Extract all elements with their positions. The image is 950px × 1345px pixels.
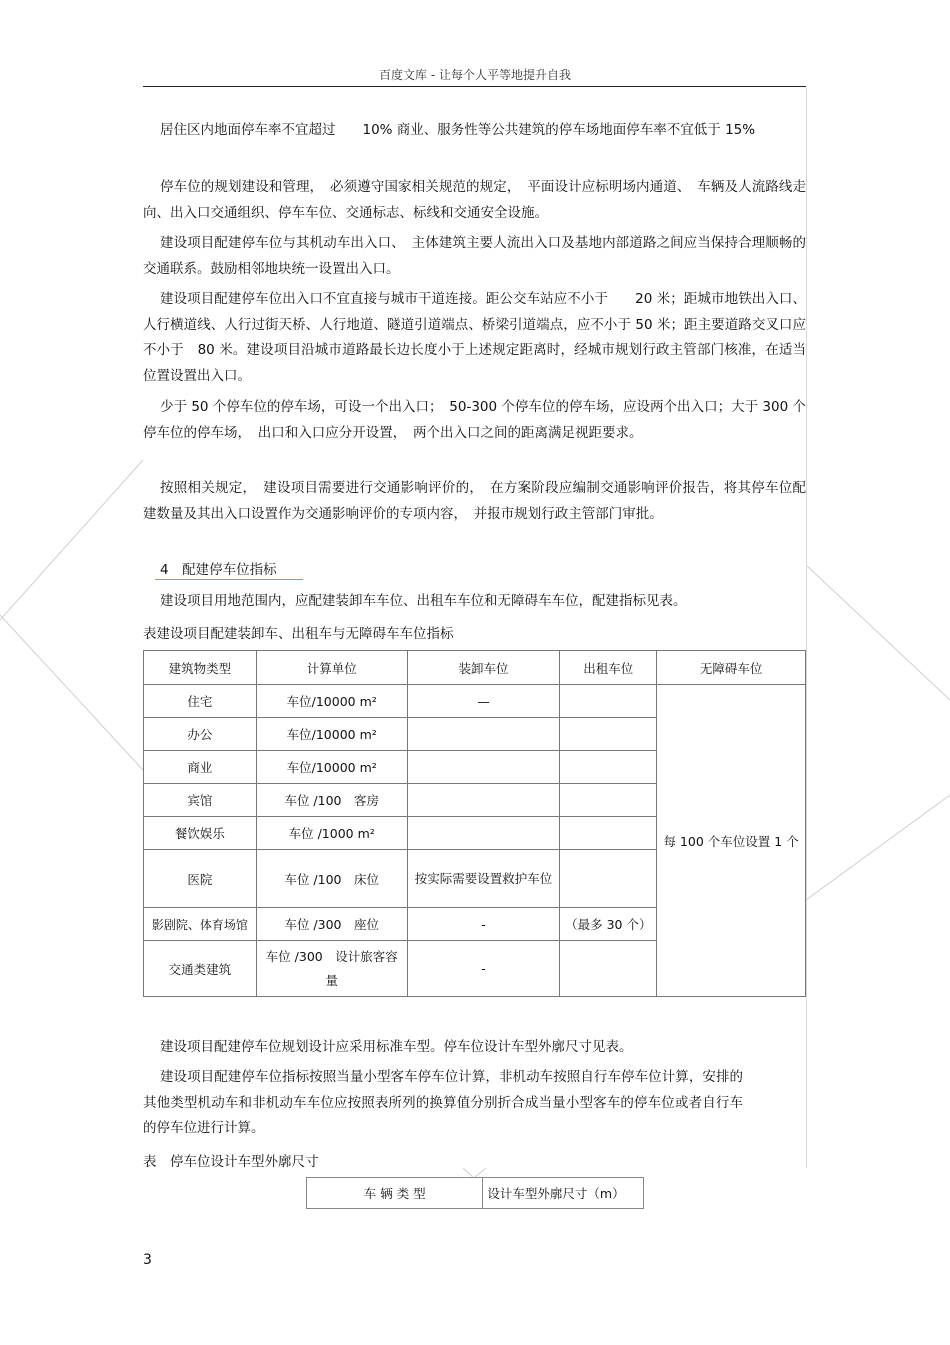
header-rule [143,86,806,87]
table-row [144,685,806,718]
table-header-row [144,651,806,685]
cell-loading: 按实际需要设置救护车位 [407,850,560,908]
header-vehicle-type: 车 辆 类 型 [307,1178,483,1209]
section-heading: 4 配建停车位指标 [160,562,277,578]
cell-type: 交通类建筑 [144,941,257,997]
parking-index-table [143,650,806,997]
cell-taxi [560,784,657,817]
header-loading: 装卸车位 [407,651,560,685]
page-header: 百度文库 - 让每个人平等地提升自我 [379,68,571,82]
cell-loading: - [407,941,560,997]
cell-loading: — [407,685,560,718]
margin-line [806,88,807,1168]
cell-loading [407,751,560,784]
cell-loading: - [407,908,560,941]
table1-caption: 表建设项目配建装卸车、出租车与无障碍车车位指标 [143,626,454,642]
vehicle-dimension-table [306,1177,644,1209]
paragraph-after-heading: 建设项目用地范围内，应配建装卸车车位、出租车车位和无障碍车车位，配建指标见表。 [160,593,687,609]
cell-type: 办公 [144,718,257,751]
cell-taxi [560,751,657,784]
cell-loading [407,817,560,850]
cell-taxi [560,817,657,850]
cell-loading [407,718,560,751]
table2-caption: 表 停车位设计车型外廓尺寸 [143,1154,319,1170]
paragraph-6: 按照相关规定， 建设项目需要进行交通影响评价的， 在方案阶段应编制交通影响评价报告，将其停车位配建数量及其出入口设置作为交通影响评价的专项内容， 并报市规划行政主管部门审批。 [143,480,806,522]
cell-unit: 车位 /100 客房 [256,784,407,817]
header-accessible: 无障碍车位 [657,651,806,685]
cell-unit: 车位 /100 床位 [256,850,407,908]
header-unit: 计算单位 [256,651,407,685]
header-taxi: 出租车位 [560,651,657,685]
cell-type: 商业 [144,751,257,784]
cell-unit: 车位 /300 座位 [256,908,407,941]
paragraph-5: 少于 50 个停车位的停车场，可设一个出入口； 50-300 个停车位的停车场，应设两个出入口；大于 300 个停车位的停车场， 出口和入口应分开设置， 两个出入口之间的距离满足视距要求。 [143,399,806,441]
paragraph-after-table-2: 建设项目配建停车位指标按照当量小型客车停车位计算，非机动车按照自行车停车位计算，安排的其他类型机动车和非机动车车位应按照表所列的换算值分别折合成当量小型客车的停车位或者自行车的停车位进行计算。 [143,1069,743,1136]
cell-type: 宾馆 [144,784,257,817]
cell-unit: 车位 /300 设计旅客容量 [256,941,407,997]
cell-taxi [560,718,657,751]
cell-taxi [560,850,657,908]
cell-unit: 车位/10000 m² [256,751,407,784]
cell-accessible-merged: 每 100 个车位设置 1 个 [657,685,806,997]
header-dimensions: 设计车型外廓尺寸（m） [483,1178,644,1209]
cell-taxi [560,941,657,997]
header-building-type: 建筑物类型 [144,651,257,685]
cell-unit: 车位/10000 m² [256,685,407,718]
page-number: 3 [143,1252,152,1268]
cell-unit: 车位 /1000 m² [256,817,407,850]
table-header-row [307,1178,644,1209]
cell-type: 影剧院、体育场馆 [144,908,257,941]
cell-loading [407,784,560,817]
cell-taxi: （最多 30 个） [560,908,657,941]
cell-type: 餐饮娱乐 [144,817,257,850]
cell-unit: 车位/10000 m² [256,718,407,751]
paragraph-2: 停车位的规划建设和管理， 必须遵守国家相关规范的规定， 平面设计应标明场内通道、 车辆及人流路线走向、出入口交通组织、停车车位、交通标志、标线和交通安全设施。 [143,179,806,221]
cell-taxi [560,685,657,718]
paragraph-3: 建设项目配建停车位与其机动车出入口、 主体建筑主要人流出入口及基地内部道路之间应当保持合理顺畅的交通联系。鼓励相邻地块统一设置出入口。 [143,235,806,277]
heading-underline [155,579,303,580]
paragraph-4: 建设项目配建停车位出入口不宜直接与城市干道连接。距公交车站应不小于 20 米；距城市地铁出入口、人行横道线、人行过街天桥、人行地道、隧道引道端点、桥梁引道端点，应不小于 50 米；距主要道路交叉口应不小于 80 米。建设项目沿城市道路最长边长度小于上述规定距离时，经城市规划行政主管部门核准，在适当位置设置出入口。 [143,291,806,384]
paragraph-1: 居住区内地面停车率不宜超过 10% 商业、服务性等公共建筑的停车场地面停车率不宜低于 15% [160,122,756,138]
paragraph-after-table-1: 建设项目配建停车位规划设计应采用标准车型。停车位设计车型外廓尺寸见表。 [160,1039,633,1055]
cell-type: 住宅 [144,685,257,718]
cell-type: 医院 [144,850,257,908]
